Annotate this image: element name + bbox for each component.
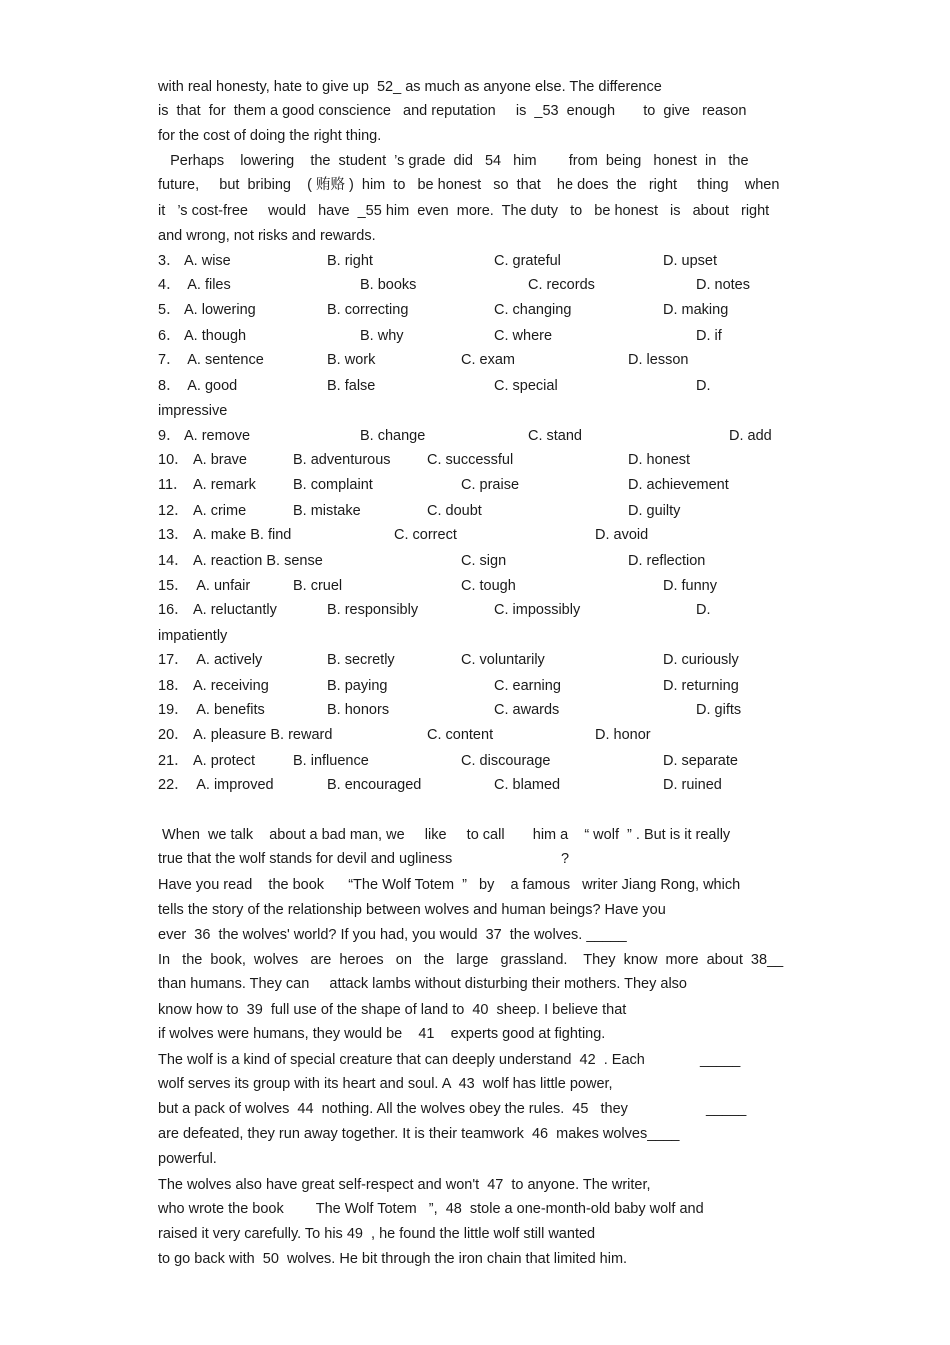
- option-b: B. right: [327, 253, 373, 269]
- option-c: C. discourage: [461, 753, 551, 769]
- question-number: 20．: [158, 727, 189, 743]
- option-a: A. brave: [193, 452, 247, 468]
- question-number: 22．: [158, 777, 189, 793]
- option-d: D. lesson: [628, 352, 689, 368]
- option-b: B. books: [360, 277, 417, 293]
- option-c: C. impossibly: [494, 602, 581, 618]
- question-number: 21．: [158, 753, 189, 769]
- option-c: C. successful: [427, 452, 514, 468]
- option-a: A. sentence: [184, 352, 264, 368]
- option-a: A. remove: [184, 428, 251, 444]
- option-b: B. mistake: [293, 503, 361, 519]
- passage2-line-9: if wolves were humans, they would be 41 experts good at fighting.: [158, 1026, 606, 1042]
- passage2-line-8: know how to 39 full use of the shape of land to 40 sheep. I believe that: [158, 1002, 627, 1018]
- passage2-line-5: ever 36 the wolves' world? If you had, you would 37 the wolves. _____: [158, 927, 627, 943]
- option-c: C. sign: [461, 553, 507, 569]
- option-d-wrap: impatiently: [158, 628, 228, 644]
- option-c: C. correct: [394, 527, 457, 543]
- question-number: 5．: [158, 302, 181, 318]
- option-d: D. curiously: [663, 652, 739, 668]
- passage2-line-12: but a pack of wolves 44 nothing. All the wolves obey the rules. 45 they: [158, 1101, 628, 1117]
- option-b: B. influence: [293, 753, 369, 769]
- passage1-line-4: Perhaps lowering the student ’s grade did 54 him from being honest in the: [158, 153, 749, 169]
- option-b: B. adventurous: [293, 452, 391, 468]
- option-c: C. awards: [494, 702, 560, 718]
- option-d: D. add: [729, 428, 772, 444]
- option-d: D. making: [663, 302, 729, 318]
- passage2-line-18: to go back with 50 wolves. He bit through the iron chain that limited him.: [158, 1251, 628, 1267]
- option-b: B. complaint: [293, 477, 373, 493]
- passage2-line-7: than humans. They can attack lambs without disturbing their mothers. They also: [158, 976, 687, 992]
- option-c: C. grateful: [494, 253, 561, 269]
- option-a: A. good: [184, 378, 238, 394]
- option-c: C. records: [528, 277, 595, 293]
- option-c: C. voluntarily: [461, 652, 545, 668]
- option-a: A. though: [184, 328, 247, 344]
- passage2-line-10: The wolf is a kind of special creature that can deeply understand 42 . Each: [158, 1052, 645, 1068]
- option-d: D. notes: [696, 277, 750, 293]
- option-a: A. remark: [193, 477, 256, 493]
- option-c: C. praise: [461, 477, 520, 493]
- option-d: D. reflection: [628, 553, 706, 569]
- passage1-line-6: it ’s cost-free would have _55 him even more. The duty to be honest is about right: [158, 203, 770, 219]
- passage1-line-1: with real honesty, hate to give up 52_ as much as anyone else. The difference: [158, 79, 662, 95]
- option-c: C. exam: [461, 352, 515, 368]
- passage2-line-6: In the book, wolves are heroes on the large grassland. They know more about 38__: [158, 952, 784, 968]
- option-a: A. reaction B. sense: [193, 553, 323, 569]
- option-a: A. wise: [184, 253, 231, 269]
- passage2-line-3: Have you read the book “The Wolf Totem ” by a famous writer Jiang Rong, which: [158, 877, 741, 893]
- question-number: 3．: [158, 253, 181, 269]
- passage1-line-7: and wrong, not risks and rewards.: [158, 228, 376, 244]
- option-a: A. receiving: [193, 678, 269, 694]
- option-d: D. funny: [663, 578, 717, 594]
- option-d: D. guilty: [628, 503, 681, 519]
- option-d: D. ruined: [663, 777, 722, 793]
- passage2-line-14: powerful.: [158, 1151, 217, 1167]
- passage2-line-16: who wrote the book The Wolf Totem ”, 48 stole a one-month-old baby wolf and: [158, 1201, 704, 1217]
- option-b: B. correcting: [327, 302, 409, 318]
- question-number: 11．: [158, 477, 188, 493]
- option-a: A. unfair: [193, 578, 251, 594]
- option-c: C. where: [494, 328, 553, 344]
- passage2-line-4: tells the story of the relationship between wolves and human beings? Have you: [158, 902, 666, 918]
- question-number: 6．: [158, 328, 181, 344]
- option-a: A. reluctantly: [193, 602, 277, 618]
- passage2-line-2: true that the wolf stands for devil and ugliness ?: [158, 851, 570, 867]
- option-a: A. protect: [193, 753, 256, 769]
- passage2-line-15: The wolves also have great self-respect and won't 47 to anyone. The writer,: [158, 1177, 651, 1193]
- option-d-wrap: impressive: [158, 403, 228, 419]
- passage1-line-3: for the cost of doing the right thing.: [158, 128, 382, 144]
- question-number: 15．: [158, 578, 189, 594]
- option-d: D. if: [696, 328, 722, 344]
- question-number: 17．: [158, 652, 189, 668]
- passage1-line-5: future, but bribing ( 贿赂 ) him to be honest so that he does the right thing when: [158, 177, 780, 193]
- option-b: B. secretly: [327, 652, 395, 668]
- option-a: A. actively: [193, 652, 263, 668]
- option-a: A. benefits: [193, 702, 265, 718]
- passage2-line-17: raised it very carefully. To his 49 , he found the little wolf still wanted: [158, 1226, 596, 1242]
- question-number: 9．: [158, 428, 181, 444]
- passage2-line-13: are defeated, they run away together. It is their teamwork 46 makes wolves____: [158, 1126, 680, 1142]
- option-d: D. achievement: [628, 477, 729, 493]
- option-a: A. pleasure B. reward: [193, 727, 333, 743]
- question-number: 7．: [158, 352, 181, 368]
- option-c: C. blamed: [494, 777, 561, 793]
- option-c: C. tough: [461, 578, 516, 594]
- option-b: B. honors: [327, 702, 390, 718]
- option-c: C. earning: [494, 678, 561, 694]
- question-number: 18．: [158, 678, 189, 694]
- option-d: D. honest: [628, 452, 691, 468]
- option-d: D. separate: [663, 753, 738, 769]
- passage2-line-1: When we talk about a bad man, we like to call him a “ wolf ” . But is it really: [158, 827, 731, 843]
- option-b: B. paying: [327, 678, 388, 694]
- option-b: B. why: [360, 328, 404, 344]
- option-c: C. special: [494, 378, 558, 394]
- option-a: A. make B. find: [193, 527, 292, 543]
- option-a: A. crime: [193, 503, 247, 519]
- question-number: 19．: [158, 702, 189, 718]
- option-d: D.: [696, 378, 711, 394]
- option-c: C. changing: [494, 302, 572, 318]
- side-blank: _____: [706, 1101, 747, 1117]
- passage2-line-11: wolf serves its group with its heart and soul. A 43 wolf has little power,: [158, 1076, 613, 1092]
- option-d: D. returning: [663, 678, 739, 694]
- question-number: 14．: [158, 553, 189, 569]
- option-c: C. content: [427, 727, 494, 743]
- question-number: 8．: [158, 378, 181, 394]
- question-number: 16．: [158, 602, 189, 618]
- side-blank: _____: [700, 1052, 741, 1068]
- option-b: B. responsibly: [327, 602, 419, 618]
- option-c: C. stand: [528, 428, 582, 444]
- option-a: A. lowering: [184, 302, 256, 318]
- option-b: B. cruel: [293, 578, 343, 594]
- option-b: B. encouraged: [327, 777, 422, 793]
- option-d: D. gifts: [696, 702, 742, 718]
- option-b: B. work: [327, 352, 376, 368]
- question-number: 4．: [158, 277, 181, 293]
- question-number: 10．: [158, 452, 189, 468]
- option-c: C. doubt: [427, 503, 482, 519]
- passage1-line-2: is that for them a good conscience and reputation is _53 enough to give reason: [158, 103, 747, 119]
- option-d: D. honor: [595, 727, 651, 743]
- option-b: B. change: [360, 428, 426, 444]
- option-d: D. upset: [663, 253, 717, 269]
- option-d: D.: [696, 602, 711, 618]
- option-d: D. avoid: [595, 527, 649, 543]
- question-number: 12．: [158, 503, 189, 519]
- option-b: B. false: [327, 378, 376, 394]
- question-number: 13．: [158, 527, 189, 543]
- option-a: A. improved: [193, 777, 274, 793]
- option-a: A. files: [184, 277, 231, 293]
